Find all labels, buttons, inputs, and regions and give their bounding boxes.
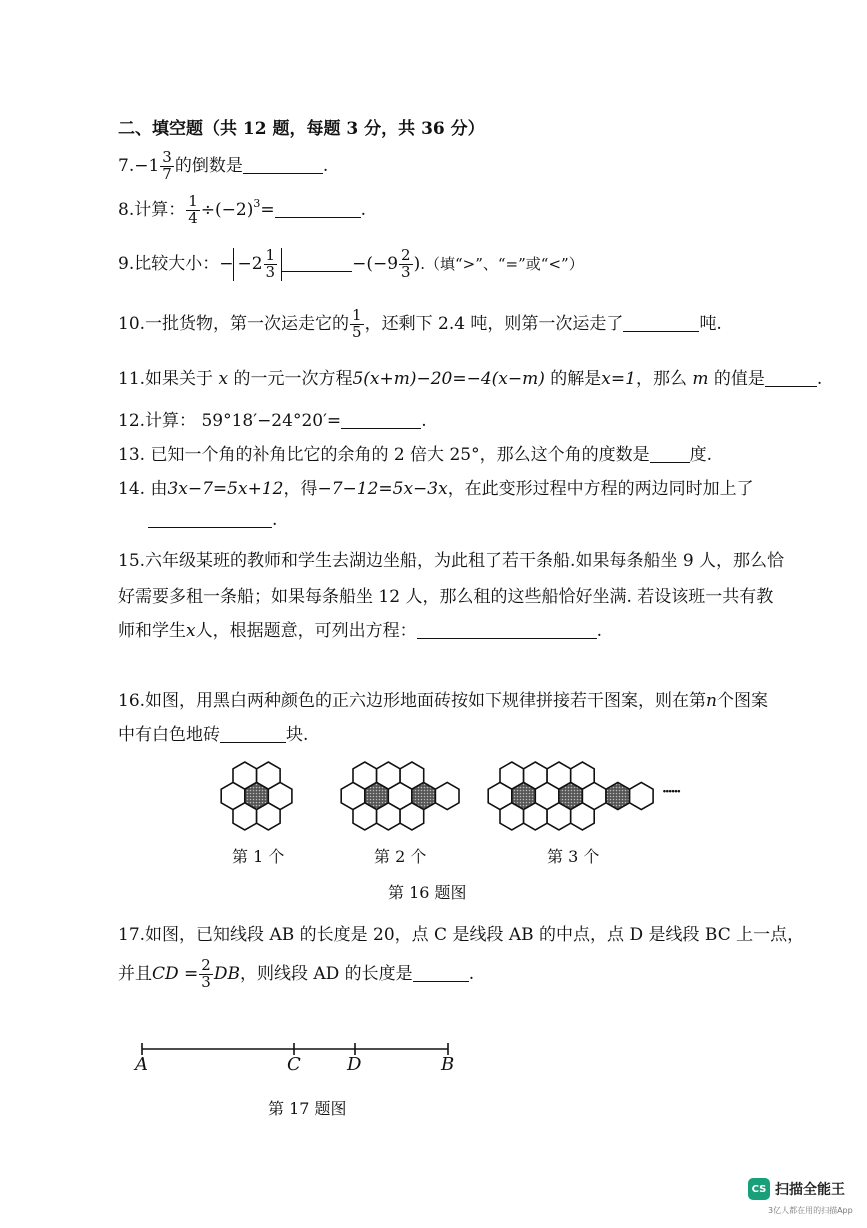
q13-text-b: 度. <box>689 445 713 465</box>
q17-frac-den: 3 <box>201 972 211 991</box>
q11-end: . <box>816 369 823 389</box>
question-15-line-1: 15.六年级某班的教师和学生去湖边坐船，为此租了若干条船.如果每条船坐 9 人，那么恰 <box>118 551 785 571</box>
q15-text-a: 师和学生 <box>118 621 186 641</box>
q12-text: 12.计算： 59°18′−24°20′= <box>118 411 342 431</box>
q16-var-n: n <box>706 691 717 711</box>
q8-frac-den: 4 <box>188 208 198 227</box>
q8-end: . <box>360 199 367 220</box>
q10-frac-num: 1 <box>352 306 362 324</box>
q14-equation-2: −7−12=5x−3x <box>317 479 448 499</box>
q7-end: . <box>322 155 329 176</box>
scanner-watermark <box>748 1178 845 1200</box>
q9-frac2-den: 3 <box>401 262 411 281</box>
point-d-label: D <box>347 1054 362 1075</box>
q11-var-m: m <box>692 369 709 389</box>
q16-label-2: 第 2 个 <box>374 847 427 866</box>
q14-text-c: ，在此变形过程中方程的两边同时加上了 <box>447 479 754 499</box>
q10-text-a: 10.一批货物，第一次运走它的 <box>118 313 350 334</box>
q17-cd-eq: CD = <box>152 963 199 984</box>
q11-text-d: ，那么 <box>635 369 687 389</box>
scanner-name: 扫描全能王 <box>775 1182 845 1198</box>
section-header: 二、填空题（共 12 题，每题 3 分，共 36 分） <box>118 119 485 139</box>
q16-text-c: 中有白色地砖 <box>118 725 220 745</box>
q14-text-b: ，得 <box>283 479 318 499</box>
q9-inner-integer: −2 <box>237 253 263 274</box>
scanner-tagline: 3亿人都在用的扫描App <box>768 1206 853 1215</box>
q9-frac2-num: 2 <box>401 246 411 264</box>
q8-frac-num: 1 <box>188 192 198 210</box>
q9-frac-den: 3 <box>265 262 276 281</box>
q7-number: 7. <box>118 155 135 176</box>
q7-frac-den: 7 <box>162 164 172 183</box>
point-a-label: A <box>135 1054 148 1075</box>
q17-text-c: ，则线段 AD 的长度是 <box>239 963 413 984</box>
q16-text-d: 块. <box>286 725 309 745</box>
q9-hint: .（填“>”、“=”或“<”） <box>420 254 584 273</box>
q14-text-a: 14. 由 <box>118 479 168 499</box>
q11-text-e: 的值是 <box>713 369 765 389</box>
q11-text-a: 11.如果关于 <box>118 369 214 389</box>
q15-var-x: x <box>186 621 196 641</box>
q14-end: . <box>272 510 278 530</box>
q11-text-b: 的一元一次方程 <box>233 369 353 389</box>
q9-neg: − <box>219 253 234 274</box>
q10-text-c: 吨. <box>699 313 722 334</box>
scanner-logo-icon: CS <box>748 1178 770 1200</box>
q16-caption: 第 16 题图 <box>388 883 467 902</box>
q12-end: . <box>421 411 427 431</box>
q9-mid: −(−9 <box>352 253 399 274</box>
q11-text-c: 的解是 <box>550 369 602 389</box>
q8-exponent: 3 <box>253 196 261 210</box>
q17-frac-num: 2 <box>201 956 211 974</box>
q17-db: DB <box>213 963 240 984</box>
q10-frac-den: 5 <box>352 322 362 341</box>
q16-ellipsis: ······ <box>662 784 680 800</box>
q16-text-b: 个图案 <box>717 691 768 711</box>
q15-end: . <box>596 621 602 641</box>
q9-frac-num: 1 <box>265 246 276 264</box>
q8-operation: ÷(−2) <box>200 199 254 220</box>
q16-label-1: 第 1 个 <box>232 847 285 866</box>
point-b-label: B <box>441 1054 455 1075</box>
q8-equals: = <box>260 199 275 220</box>
q13-text-a: 13. 已知一个角的补角比它的余角的 2 倍大 25°，那么这个角的度数是 <box>118 445 650 465</box>
q9-close: ) <box>413 253 421 274</box>
q15-text-b: 人，根据题意，可列出方程： <box>195 621 417 641</box>
q11-solution: x=1 <box>601 369 636 389</box>
q17-caption: 第 17 题图 <box>268 1099 347 1118</box>
question-15-line-2: 好需要多租一条船；如果每条船坐 12 人，那么租的这些船恰好坐满. 若设该班一共有教 <box>118 587 774 607</box>
q9-number: 9.比较大小： <box>118 253 220 274</box>
q10-text-b: ，还剩下 2.4 吨，则第一次运走了 <box>364 313 624 334</box>
q14-equation-1: 3x−7=5x+12 <box>167 479 284 499</box>
q16-text-a: 16.如图，用黑白两种颜色的正六边形地面砖按如下规律拼接若干图案，则在第 <box>118 691 707 711</box>
q11-equation: 5(x+m)−20=−4(x−m) <box>352 369 545 389</box>
q7-integer: −1 <box>134 155 160 176</box>
q7-frac-num: 3 <box>162 148 172 166</box>
q17-text-a: 并且 <box>118 963 152 984</box>
q7-text: 的倒数是 <box>174 155 243 176</box>
q17-end: . <box>468 963 475 984</box>
q16-label-3: 第 3 个 <box>547 847 600 866</box>
question-17-line-1: 17.如图，已知线段 AB 的长度是 20，点 C 是线段 AB 的中点，点 D 是线段 BC 上一点， <box>118 925 805 945</box>
point-c-label: C <box>287 1054 301 1075</box>
q8-number: 8.计算： <box>118 199 186 220</box>
q11-var-x: x <box>218 369 229 389</box>
